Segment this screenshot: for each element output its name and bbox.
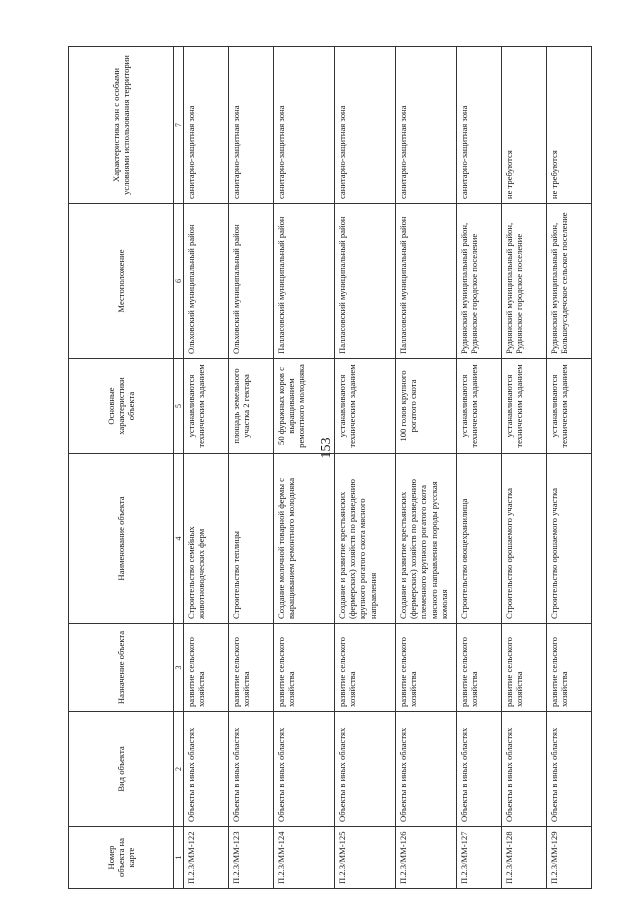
object-name-cell: Строительство теплицы bbox=[229, 454, 274, 624]
object-number-cell: П.2.3/ММ-125 bbox=[335, 827, 396, 889]
header-object-characteristics: Основные характеристики объекта bbox=[69, 359, 174, 454]
column-number: 4 bbox=[174, 454, 184, 624]
location-cell: Палласовский муниципальный район bbox=[274, 204, 335, 359]
header-object-type: Вид объекта bbox=[69, 712, 174, 827]
object-number-cell: П.2.3/ММ-122 bbox=[184, 827, 229, 889]
rotated-table-container bbox=[68, 47, 568, 889]
object-type-cell: Объекты в иных областях bbox=[396, 712, 457, 827]
location-cell: Ольховский муниципальный район bbox=[229, 204, 274, 359]
zone-characteristics-cell: санитарно-защитная зона bbox=[335, 47, 396, 204]
location-cell: Палласовский муниципальный район bbox=[335, 204, 396, 359]
object-characteristics-cell: площадь земельного участка 2 гектара bbox=[229, 359, 274, 454]
object-characteristics-cell: устанавливаются техническим заданием bbox=[184, 359, 229, 454]
object-name-cell: Строительство орошаемого участка bbox=[547, 454, 592, 624]
table-row bbox=[502, 47, 547, 889]
object-type-cell: Объекты в иных областях bbox=[502, 712, 547, 827]
object-characteristics-cell: 100 голов крупного рогатого скота bbox=[396, 359, 457, 454]
header-object-purpose: Назначение объекта bbox=[69, 624, 174, 712]
table-row bbox=[457, 47, 502, 889]
location-cell: Руднянский муниципальный район, Руднянское городское поселение bbox=[457, 204, 502, 359]
column-number-row bbox=[174, 47, 184, 889]
object-number-cell: П.2.3/ММ-124 bbox=[274, 827, 335, 889]
zone-characteristics-cell: санитарно-защитная зона bbox=[229, 47, 274, 204]
object-type-cell: Объекты в иных областях bbox=[184, 712, 229, 827]
location-cell: Руднянский муниципальный район, Руднянское городское поселение bbox=[502, 204, 547, 359]
object-name-cell: Строительство овощехранилища bbox=[457, 454, 502, 624]
object-characteristics-cell: устанавливаются техническим заданием bbox=[547, 359, 592, 454]
object-purpose-cell: развитие сельского хозяйства bbox=[274, 624, 335, 712]
object-number-cell: П.2.3/ММ-127 bbox=[457, 827, 502, 889]
object-type-cell: Объекты в иных областях bbox=[547, 712, 592, 827]
object-purpose-cell: развитие сельского хозяйства bbox=[396, 624, 457, 712]
object-purpose-cell: развитие сельского хозяйства bbox=[547, 624, 592, 712]
column-number: 5 bbox=[174, 359, 184, 454]
object-characteristics-cell: 50 фуражных коров с выращиванием ремонтного молодняка bbox=[274, 359, 335, 454]
header-object-name: Наименование объекта bbox=[69, 454, 174, 624]
object-type-cell: Объекты в иных областях bbox=[274, 712, 335, 827]
object-purpose-cell: развитие сельского хозяйства bbox=[335, 624, 396, 712]
table-row bbox=[335, 47, 396, 889]
table-row bbox=[274, 47, 335, 889]
header-zone-characteristics: Характеристика зон с особыми условиями использования территории bbox=[69, 47, 174, 204]
object-characteristics-cell: устанавливаются техническим заданием bbox=[502, 359, 547, 454]
location-cell: Руднянский муниципальный район, Большеусадечское сельское поселение bbox=[547, 204, 592, 359]
column-number: 1 bbox=[174, 827, 184, 889]
location-cell: Палласовский муниципальный район bbox=[396, 204, 457, 359]
zone-characteristics-cell: не требуются bbox=[502, 47, 547, 204]
object-name-cell: Создание и развитие крестьянских (фермерских) хозяйств по разведению крупного рогатого скота мясного направления bbox=[335, 454, 396, 624]
location-cell: Ольховский муниципальный район bbox=[184, 204, 229, 359]
table-row bbox=[229, 47, 274, 889]
object-type-cell: Объекты в иных областях bbox=[457, 712, 502, 827]
column-number: 2 bbox=[174, 712, 184, 827]
object-name-cell: Строительство семейных животноводческих ферм bbox=[184, 454, 229, 624]
objects-table bbox=[68, 46, 592, 889]
column-number: 6 bbox=[174, 204, 184, 359]
object-purpose-cell: развитие сельского хозяйства bbox=[457, 624, 502, 712]
object-number-cell: П.2.3/ММ-123 bbox=[229, 827, 274, 889]
object-type-cell: Объекты в иных областях bbox=[335, 712, 396, 827]
header-location: Местоположение bbox=[69, 204, 174, 359]
zone-characteristics-cell: не требуются bbox=[547, 47, 592, 204]
zone-characteristics-cell: санитарно-защитная зона bbox=[457, 47, 502, 204]
object-characteristics-cell: устанавливаются техническим заданием bbox=[457, 359, 502, 454]
object-number-cell: П.2.3/ММ-128 bbox=[502, 827, 547, 889]
table-header-row bbox=[69, 47, 174, 889]
object-purpose-cell: развитие сельского хозяйства bbox=[502, 624, 547, 712]
object-type-cell: Объекты в иных областях bbox=[229, 712, 274, 827]
table-row bbox=[396, 47, 457, 889]
column-number: 3 bbox=[174, 624, 184, 712]
object-number-cell: П.2.3/ММ-126 bbox=[396, 827, 457, 889]
zone-characteristics-cell: санитарно-защитная зона bbox=[274, 47, 335, 204]
object-purpose-cell: развитие сельского хозяйства bbox=[229, 624, 274, 712]
zone-characteristics-cell: санитарно-защитная зона bbox=[396, 47, 457, 204]
page-number: 153 bbox=[319, 437, 334, 459]
column-number: 7 bbox=[174, 47, 184, 204]
object-purpose-cell: развитие сельского хозяйства bbox=[184, 624, 229, 712]
zone-characteristics-cell: санитарно-защитная зона bbox=[184, 47, 229, 204]
object-characteristics-cell: устанавливаются техническим заданием bbox=[335, 359, 396, 454]
table-row bbox=[184, 47, 229, 889]
table-row bbox=[547, 47, 592, 889]
object-number-cell: П.2.3/ММ-129 bbox=[547, 827, 592, 889]
object-name-cell: Создание и развитие крестьянских (фермерских) хозяйств по разведению племенного крупного рогатого скота мясного направления породы русская комолая bbox=[396, 454, 457, 624]
object-name-cell: Строительство орошаемого участка bbox=[502, 454, 547, 624]
header-object-number: Номер объекта на карте bbox=[69, 827, 174, 889]
object-name-cell: Создание молочной товарной фермы с выращиванием ремонтного молодняка bbox=[274, 454, 335, 624]
